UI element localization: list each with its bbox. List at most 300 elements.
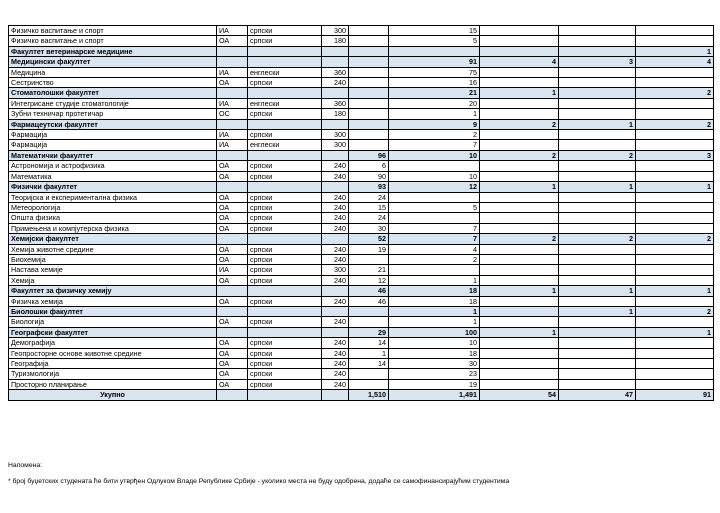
col7-cell: 2 <box>480 234 559 244</box>
program-name-cell: Географија <box>9 359 217 369</box>
col5-cell: 12 <box>349 275 389 285</box>
ects-cell: 180 <box>322 36 349 46</box>
col7-cell <box>480 78 559 88</box>
col6-cell: 20 <box>389 98 480 108</box>
col6-cell: 18 <box>389 348 480 358</box>
program-name-cell: Биологија <box>9 317 217 327</box>
ects-cell <box>322 57 349 67</box>
ects-cell: 240 <box>322 78 349 88</box>
program-row <box>9 78 714 88</box>
program-row <box>9 317 714 327</box>
program-row <box>9 202 714 212</box>
program-name-cell: Зубни техничар протетичар <box>9 109 217 119</box>
faculty-row <box>9 182 714 192</box>
ects-cell: 240 <box>322 369 349 379</box>
program-name-cell: Математички факултет <box>9 150 217 160</box>
program-row <box>9 244 714 254</box>
language-cell: српски <box>248 317 322 327</box>
col8-cell <box>559 275 636 285</box>
col8-cell <box>559 88 636 98</box>
program-name-cell: Физички факултет <box>9 182 217 192</box>
col8-cell <box>559 223 636 233</box>
language-cell: српски <box>248 109 322 119</box>
study-mode-cell: ОА <box>217 36 248 46</box>
col7-cell <box>480 317 559 327</box>
study-mode-cell: ОА <box>217 317 248 327</box>
study-mode-cell <box>217 150 248 160</box>
col5-cell: 24 <box>349 192 389 202</box>
language-cell <box>248 46 322 56</box>
col8-cell <box>559 130 636 140</box>
col6-cell: 10 <box>389 338 480 348</box>
col6-cell: 1 <box>389 109 480 119</box>
col5-cell <box>349 109 389 119</box>
language-cell: енглески <box>248 67 322 77</box>
study-mode-cell <box>217 327 248 337</box>
col7-cell: 1 <box>480 286 559 296</box>
program-row <box>9 213 714 223</box>
col6-cell <box>389 265 480 275</box>
ects-cell: 360 <box>322 98 349 108</box>
col9-cell <box>636 379 714 389</box>
ects-cell: 240 <box>322 317 349 327</box>
program-name-cell: Фармација <box>9 130 217 140</box>
study-mode-cell <box>217 119 248 129</box>
faculty-row <box>9 286 714 296</box>
language-cell: српски <box>248 223 322 233</box>
col7-cell <box>480 213 559 223</box>
col8-cell: 2 <box>559 234 636 244</box>
language-cell <box>248 119 322 129</box>
language-cell: српски <box>248 130 322 140</box>
col6-cell <box>389 161 480 171</box>
empty-cell <box>248 390 322 400</box>
program-name-cell: Хемија животне средине <box>9 244 217 254</box>
study-mode-cell: ОА <box>217 254 248 264</box>
study-mode-cell: ОА <box>217 348 248 358</box>
col9-cell <box>636 130 714 140</box>
program-row <box>9 130 714 140</box>
col5-cell: 21 <box>349 265 389 275</box>
total-c9-cell: 91 <box>636 390 714 400</box>
total-c7-cell: 54 <box>480 390 559 400</box>
col5-cell <box>349 26 389 36</box>
col5-cell: 1 <box>349 348 389 358</box>
col7-cell <box>480 348 559 358</box>
program-name-cell: Хемијски факултет <box>9 234 217 244</box>
study-mode-cell: ОА <box>217 244 248 254</box>
program-name-cell: Сестринство <box>9 78 217 88</box>
study-mode-cell <box>217 286 248 296</box>
language-cell: српски <box>248 359 322 369</box>
language-cell <box>248 57 322 67</box>
program-name-cell: Физичка хемија <box>9 296 217 306</box>
program-row <box>9 338 714 348</box>
study-mode-cell <box>217 306 248 316</box>
language-cell: српски <box>248 192 322 202</box>
col6-cell: 2 <box>389 130 480 140</box>
col9-cell <box>636 109 714 119</box>
col6-cell: 16 <box>389 78 480 88</box>
col8-cell <box>559 296 636 306</box>
language-cell: енглески <box>248 140 322 150</box>
ects-cell: 240 <box>322 171 349 181</box>
language-cell: српски <box>248 265 322 275</box>
program-row <box>9 161 714 171</box>
col6-cell: 91 <box>389 57 480 67</box>
col7-cell <box>480 171 559 181</box>
col8-cell <box>559 254 636 264</box>
col9-cell: 3 <box>636 150 714 160</box>
col9-cell <box>636 317 714 327</box>
col9-cell <box>636 265 714 275</box>
col7-cell <box>480 296 559 306</box>
col9-cell <box>636 359 714 369</box>
study-mode-cell: ОА <box>217 213 248 223</box>
col6-cell: 7 <box>389 234 480 244</box>
study-mode-cell: ОА <box>217 296 248 306</box>
col5-cell: 90 <box>349 171 389 181</box>
ects-cell: 240 <box>322 244 349 254</box>
ects-cell <box>322 182 349 192</box>
study-mode-cell: ИА <box>217 265 248 275</box>
col7-cell <box>480 306 559 316</box>
col6-cell: 7 <box>389 223 480 233</box>
col7-cell <box>480 359 559 369</box>
ects-cell: 240 <box>322 254 349 264</box>
col7-cell: 1 <box>480 88 559 98</box>
ects-cell: 240 <box>322 223 349 233</box>
col5-cell: 30 <box>349 223 389 233</box>
language-cell <box>248 327 322 337</box>
col8-cell <box>559 26 636 36</box>
col9-cell <box>636 296 714 306</box>
col7-cell <box>480 244 559 254</box>
program-name-cell: Општа физика <box>9 213 217 223</box>
ects-cell: 300 <box>322 140 349 150</box>
col6-cell: 10 <box>389 150 480 160</box>
col5-cell <box>349 306 389 316</box>
col6-cell: 30 <box>389 359 480 369</box>
ects-cell: 240 <box>322 348 349 358</box>
study-mode-cell: ИА <box>217 26 248 36</box>
program-name-cell: Настава хемије <box>9 265 217 275</box>
ects-cell <box>322 327 349 337</box>
total-c8-cell: 47 <box>559 390 636 400</box>
language-cell <box>248 150 322 160</box>
program-name-cell: Интегрисане студије стоматологије <box>9 98 217 108</box>
total-c6-cell: 1,491 <box>389 390 480 400</box>
program-row <box>9 369 714 379</box>
ects-cell: 240 <box>322 338 349 348</box>
col6-cell: 1 <box>389 317 480 327</box>
col8-cell <box>559 202 636 212</box>
col8-cell <box>559 161 636 171</box>
program-name-cell: Биохемија <box>9 254 217 264</box>
program-name-cell: Туризмологија <box>9 369 217 379</box>
program-name-cell: Физичко васпитање и спорт <box>9 36 217 46</box>
col8-cell: 1 <box>559 286 636 296</box>
col9-cell <box>636 223 714 233</box>
col9-cell: 4 <box>636 57 714 67</box>
col7-cell <box>480 36 559 46</box>
col5-cell <box>349 140 389 150</box>
col5-cell: 29 <box>349 327 389 337</box>
col7-cell <box>480 369 559 379</box>
col8-cell: 1 <box>559 119 636 129</box>
program-row <box>9 98 714 108</box>
language-cell: енглески <box>248 98 322 108</box>
program-row <box>9 254 714 264</box>
col6-cell: 10 <box>389 171 480 181</box>
language-cell <box>248 182 322 192</box>
ects-cell: 300 <box>322 130 349 140</box>
study-mode-cell: ОА <box>217 192 248 202</box>
col9-cell <box>636 338 714 348</box>
col8-cell <box>559 109 636 119</box>
col8-cell: 2 <box>559 150 636 160</box>
col7-cell <box>480 67 559 77</box>
col9-cell <box>636 213 714 223</box>
col6-cell: 15 <box>389 26 480 36</box>
col7-cell <box>480 98 559 108</box>
program-name-cell: Медицина <box>9 67 217 77</box>
col7-cell <box>480 192 559 202</box>
ects-cell <box>322 150 349 160</box>
col5-cell <box>349 88 389 98</box>
col9-cell <box>636 171 714 181</box>
col5-cell <box>349 130 389 140</box>
study-mode-cell: ИА <box>217 140 248 150</box>
col7-cell <box>480 109 559 119</box>
col5-cell: 96 <box>349 150 389 160</box>
col7-cell: 2 <box>480 150 559 160</box>
program-row <box>9 296 714 306</box>
col9-cell: 2 <box>636 306 714 316</box>
study-mode-cell: ОА <box>217 202 248 212</box>
col7-cell <box>480 26 559 36</box>
faculty-row <box>9 119 714 129</box>
language-cell: српски <box>248 254 322 264</box>
col8-cell <box>559 78 636 88</box>
col7-cell <box>480 161 559 171</box>
col8-cell <box>559 67 636 77</box>
program-name-cell: Демографија <box>9 338 217 348</box>
ects-cell: 300 <box>322 26 349 36</box>
language-cell: српски <box>248 348 322 358</box>
col8-cell <box>559 348 636 358</box>
col7-cell <box>480 46 559 56</box>
language-cell: српски <box>248 379 322 389</box>
col8-cell <box>559 379 636 389</box>
col5-cell <box>349 46 389 56</box>
language-cell: српски <box>248 213 322 223</box>
program-name-cell: Геопросторне основе животне средине <box>9 348 217 358</box>
program-row <box>9 379 714 389</box>
col5-cell: 46 <box>349 286 389 296</box>
col8-cell <box>559 140 636 150</box>
ects-cell <box>322 306 349 316</box>
ects-cell: 240 <box>322 275 349 285</box>
ects-cell <box>322 234 349 244</box>
language-cell: српски <box>248 171 322 181</box>
col9-cell <box>636 78 714 88</box>
col6-cell <box>389 192 480 202</box>
col6-cell: 18 <box>389 296 480 306</box>
study-mode-cell: ОА <box>217 78 248 88</box>
col8-cell <box>559 359 636 369</box>
col8-cell <box>559 213 636 223</box>
program-name-cell: Стоматолошки факултет <box>9 88 217 98</box>
ects-cell: 300 <box>322 265 349 275</box>
col9-cell: 2 <box>636 88 714 98</box>
ects-cell <box>322 119 349 129</box>
language-cell: српски <box>248 202 322 212</box>
col9-cell: 2 <box>636 234 714 244</box>
col8-cell: 1 <box>559 306 636 316</box>
col7-cell: 4 <box>480 57 559 67</box>
language-cell: српски <box>248 338 322 348</box>
col5-cell: 15 <box>349 202 389 212</box>
ects-cell: 240 <box>322 359 349 369</box>
col5-cell <box>349 67 389 77</box>
language-cell: српски <box>248 78 322 88</box>
program-row <box>9 348 714 358</box>
col8-cell <box>559 265 636 275</box>
program-name-cell: Астрономија и астрофизика <box>9 161 217 171</box>
col7-cell <box>480 379 559 389</box>
col5-cell <box>349 98 389 108</box>
enrollment-table <box>8 25 714 401</box>
program-row <box>9 265 714 275</box>
col7-cell <box>480 265 559 275</box>
col5-cell <box>349 36 389 46</box>
ects-cell: 240 <box>322 379 349 389</box>
total-label: Укупно <box>9 390 217 400</box>
col8-cell <box>559 171 636 181</box>
study-mode-cell: ОА <box>217 171 248 181</box>
study-mode-cell <box>217 234 248 244</box>
program-name-cell: Фармацеутски факултет <box>9 119 217 129</box>
total-row <box>9 390 714 400</box>
col9-cell <box>636 369 714 379</box>
study-mode-cell: ИА <box>217 130 248 140</box>
col5-cell: 93 <box>349 182 389 192</box>
language-cell: српски <box>248 275 322 285</box>
language-cell <box>248 88 322 98</box>
col9-cell <box>636 254 714 264</box>
language-cell <box>248 286 322 296</box>
ects-cell: 180 <box>322 109 349 119</box>
col6-cell: 7 <box>389 140 480 150</box>
col8-cell <box>559 192 636 202</box>
col5-cell: 52 <box>349 234 389 244</box>
note-text: * број буџетских студената ће бити утврђен Одлуком Владе Републике Србије - уколико места не буду одобрена, додаће се самофинансирајућим студентима <box>8 478 510 485</box>
col9-cell <box>636 275 714 285</box>
program-row <box>9 36 714 46</box>
col5-cell <box>349 369 389 379</box>
col9-cell <box>636 192 714 202</box>
col6-cell: 5 <box>389 36 480 46</box>
study-mode-cell: ОА <box>217 379 248 389</box>
faculty-row <box>9 306 714 316</box>
study-mode-cell: ОА <box>217 161 248 171</box>
program-name-cell: Факултет ветеринарске медицине <box>9 46 217 56</box>
col9-cell <box>636 161 714 171</box>
col6-cell: 21 <box>389 88 480 98</box>
faculty-row <box>9 150 714 160</box>
study-mode-cell: ИА <box>217 98 248 108</box>
ects-cell <box>322 286 349 296</box>
program-row <box>9 140 714 150</box>
col9-cell <box>636 67 714 77</box>
language-cell <box>248 306 322 316</box>
col9-cell: 1 <box>636 327 714 337</box>
col7-cell: 1 <box>480 327 559 337</box>
col6-cell <box>389 213 480 223</box>
program-row <box>9 26 714 36</box>
program-row <box>9 67 714 77</box>
col5-cell <box>349 78 389 88</box>
language-cell: српски <box>248 296 322 306</box>
program-row <box>9 223 714 233</box>
col9-cell <box>636 36 714 46</box>
col7-cell <box>480 130 559 140</box>
col9-cell: 1 <box>636 182 714 192</box>
program-name-cell: Физичко васпитање и спорт <box>9 26 217 36</box>
col9-cell <box>636 98 714 108</box>
program-name-cell: Факултет за физичку хемију <box>9 286 217 296</box>
col5-cell: 19 <box>349 244 389 254</box>
table-body <box>9 26 714 401</box>
ects-cell: 240 <box>322 213 349 223</box>
total-c5-cell: 1,510 <box>349 390 389 400</box>
language-cell: српски <box>248 26 322 36</box>
program-row <box>9 359 714 369</box>
ects-cell: 360 <box>322 67 349 77</box>
col5-cell: 46 <box>349 296 389 306</box>
col9-cell <box>636 26 714 36</box>
col6-cell: 4 <box>389 244 480 254</box>
language-cell: српски <box>248 36 322 46</box>
col5-cell <box>349 119 389 129</box>
col6-cell: 75 <box>389 67 480 77</box>
program-name-cell: Теоријска и експериментална физика <box>9 192 217 202</box>
col5-cell <box>349 317 389 327</box>
ects-cell: 240 <box>322 161 349 171</box>
ects-cell <box>322 46 349 56</box>
col9-cell: 1 <box>636 46 714 56</box>
study-mode-cell: ОА <box>217 223 248 233</box>
language-cell: српски <box>248 161 322 171</box>
ects-cell: 240 <box>322 202 349 212</box>
study-mode-cell <box>217 182 248 192</box>
col7-cell <box>480 223 559 233</box>
study-mode-cell: ОА <box>217 338 248 348</box>
program-name-cell: Хемија <box>9 275 217 285</box>
col5-cell <box>349 57 389 67</box>
col8-cell <box>559 338 636 348</box>
col7-cell: 1 <box>480 182 559 192</box>
col5-cell <box>349 379 389 389</box>
col5-cell: 14 <box>349 338 389 348</box>
col7-cell <box>480 202 559 212</box>
note-title: Напомена: <box>8 462 43 469</box>
col7-cell: 2 <box>480 119 559 129</box>
study-mode-cell: ОА <box>217 275 248 285</box>
program-name-cell: Математика <box>9 171 217 181</box>
col8-cell <box>559 317 636 327</box>
